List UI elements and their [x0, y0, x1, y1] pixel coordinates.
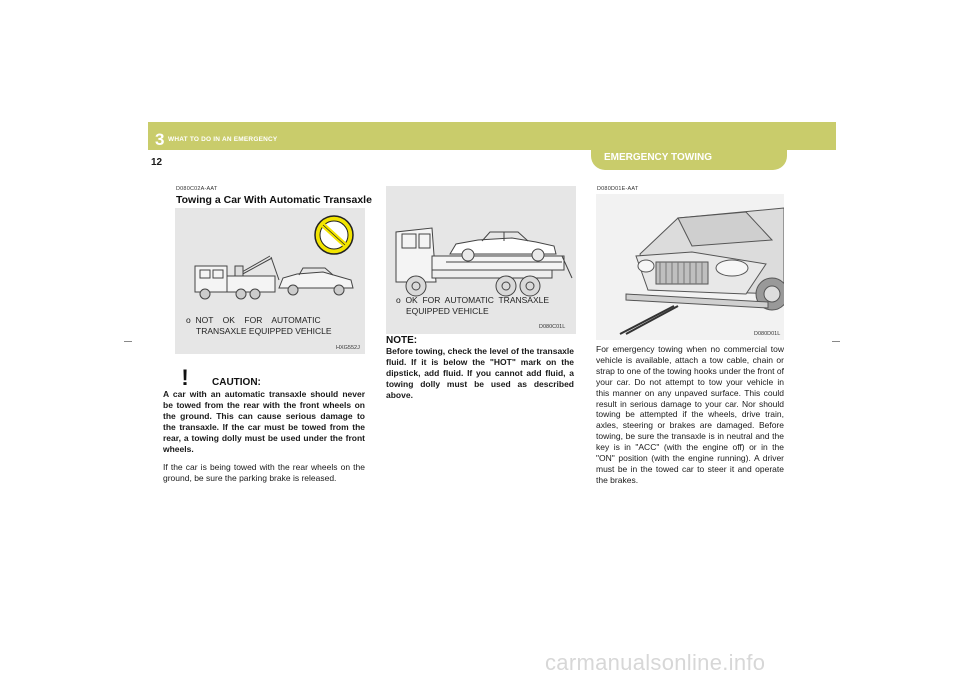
chapter-title: WHAT TO DO IN AN EMERGENCY: [168, 136, 278, 143]
crop-mark: [124, 341, 132, 342]
section-tab-label: EMERGENCY TOWING: [604, 152, 712, 163]
svg-text:!: !: [181, 365, 189, 390]
ref-code: D080D01E-AAT: [597, 186, 639, 192]
body-paragraph: For emergency towing when no commercial tow vehicle is available, attach a tow cable, chain or strap to one of the towing hooks under the front of your car. Do not attempt to tow your vehicle in this manner on any unpaved surface. This could result in serious damage to your car. Nor should towing be attempted if the wheels, drive train, axles, steering or brakes are damaged. Before towing, be sure the transaxle is in neutral and the key is in "ACC" (with the engine off) or in the "ON" position (with the engine running). A driver must be in the towed car to steer it and operate the brakes.: [596, 344, 784, 485]
no-symbol-icon: [315, 216, 353, 254]
note-text: Before towing, check the level of the transaxle fluid. If it is below the "HOT" mark on the dipstick, add fluid. If you cannot add fluid, a towing dolly must be used as described above.: [386, 346, 574, 400]
page-number: 12: [151, 157, 163, 168]
chapter-number: 3: [155, 130, 165, 149]
emergency-tow-figure: [596, 194, 784, 340]
section-heading: Towing a Car With Automatic Transaxle: [176, 194, 372, 206]
exclamation-icon: [169, 360, 201, 390]
car-front-illustration: [596, 194, 784, 340]
caution-text: A car with an automatic transaxle should never be towed from the rear with the front wheels on the ground. This can cause serious damage to the transaxle. If the car must be towed from the rear, a towing dolly must be used under the front wheels.: [163, 389, 365, 454]
ref-code: D080C02A-AAT: [176, 186, 218, 192]
caution-title: CAUTION:: [212, 377, 261, 388]
crop-mark: [832, 341, 840, 342]
body-paragraph: If the car is being towed with the rear wheels on the ground, be sure the parking brake is released.: [163, 462, 365, 483]
figure-code: HXG552J: [336, 345, 360, 351]
figure-code: D080C01L: [539, 324, 566, 330]
watermark: carmanualsonline.info: [545, 650, 766, 675]
figure-caption: o NOT OK FOR AUTOMATIC TRANSAXLE EQUIPPED VEHICLE: [186, 315, 332, 336]
note-title: NOTE:: [386, 335, 418, 346]
figure-caption: o OK FOR AUTOMATIC TRANSAXLE EQUIPPED VEHICLE: [396, 295, 550, 316]
figure-code: D080D01L: [754, 331, 781, 337]
